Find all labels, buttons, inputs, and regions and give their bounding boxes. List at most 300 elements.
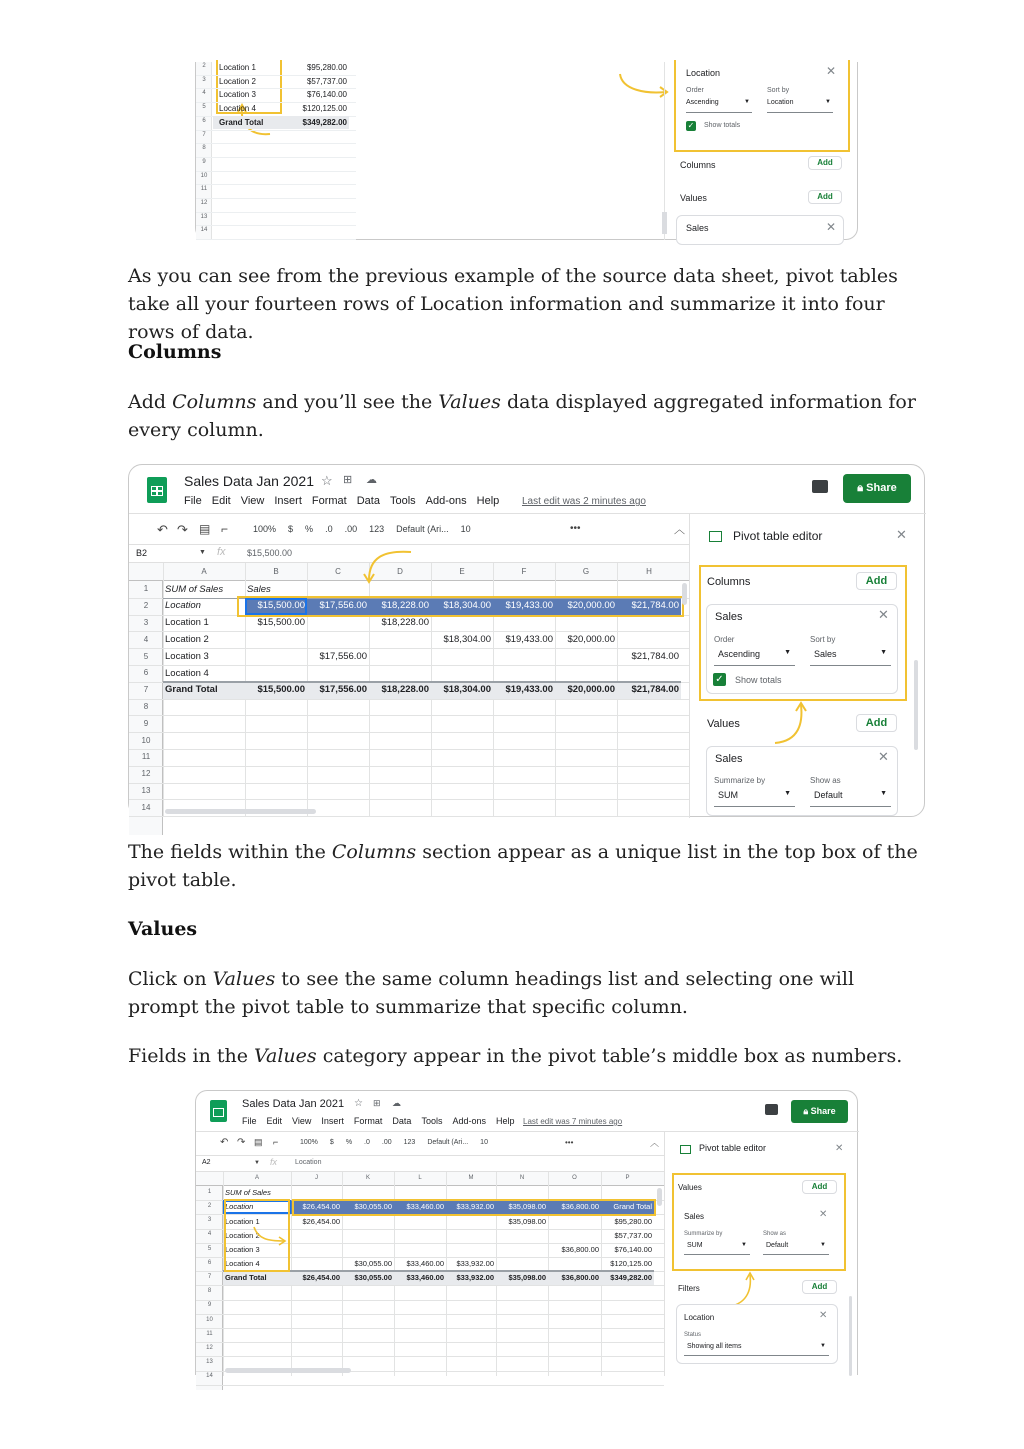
toolbar-item[interactable]: .00 [381,1139,392,1146]
menu-item-view[interactable]: View [292,1116,312,1126]
column-header[interactable]: O [572,1174,577,1181]
print-icon[interactable]: ▤ [199,522,211,536]
row-divider [196,1356,664,1357]
row-divider [196,143,356,144]
column-header[interactable]: N [519,1174,525,1181]
value-cell[interactable]: $20,000.00 [567,600,615,612]
row-number: 12 [200,200,208,206]
value-cell[interactable]: $120,125.00 [610,1259,652,1269]
toolbar-item[interactable]: % [345,1139,353,1146]
row-divider [129,732,689,733]
row-number[interactable]: 9 [143,718,149,728]
sales-label: Sales [686,223,709,233]
paragraph-pivot-summary: As you can see from the previous example of the source data sheet, pivot tables take all your fourteen rows of Location information and summarize it into four rows of data. [128,265,898,343]
close-icon[interactable]: ✕ [819,1310,828,1321]
toolbar-item[interactable]: 100% [300,1139,318,1146]
curved-arrow-icon [250,1225,290,1249]
row-number[interactable]: 14 [141,802,151,812]
value-cell[interactable]: $33,460.00 [406,1259,444,1269]
toolbar-item[interactable]: % [305,524,314,534]
toolbar-item[interactable]: $ [329,1139,334,1146]
row-divider [196,88,356,89]
row-number[interactable]: 11 [206,1330,213,1337]
row-number: 9 [202,158,206,165]
value-cell[interactable]: $18,304.00 [443,633,491,645]
row-number[interactable]: 9 [207,1302,212,1309]
filters-add-button[interactable]: Add [802,1280,837,1294]
row-divider [129,715,689,716]
value-cell[interactable]: $26,454.00 [302,1273,340,1283]
column-header[interactable]: C [335,566,341,576]
paint-format-icon[interactable]: ⌐ [273,1137,279,1147]
column-header[interactable]: J [315,1174,318,1181]
menu-item-view[interactable]: View [240,495,265,507]
row-divider [196,225,356,226]
row-value: $120,125.00 [302,104,347,114]
filters-label: Filters [678,1284,700,1293]
column-header[interactable]: G [582,566,590,576]
cloud-status-icon: ☁ [366,474,377,486]
row-value: $57,737.00 [306,76,347,86]
heading-columns: Columns [128,341,222,363]
row-number: 8 [202,145,206,152]
value-cell[interactable]: $35,098.00 [508,1273,546,1283]
comment-icon[interactable] [812,480,828,493]
value-cell[interactable]: $95,280.00 [614,1216,652,1226]
row-divider [196,75,356,76]
pivot-table-icon [709,531,722,542]
undo-icon[interactable]: ↶ [157,522,168,537]
row-number[interactable]: 2 [143,601,149,611]
row-number: 11 [200,186,208,193]
row-number: 13 [200,213,208,220]
values-add-button[interactable]: Add [802,1180,837,1194]
menu-item-tools[interactable]: Tools [389,495,416,507]
row-divider [196,157,356,158]
panel-title: Pivot table editor [733,529,823,543]
rows-field-label: Location [686,68,721,78]
values-label: Values [707,718,740,730]
row-label: Location 4 [219,104,256,114]
row-number[interactable]: 2 [207,1203,212,1210]
fx-icon: fx [217,546,226,558]
menu-item-data[interactable]: Data [392,1116,412,1126]
row-number[interactable]: 12 [206,1345,213,1352]
status-select[interactable]: Showing all items ▼ [684,1343,829,1356]
row-divider [129,799,689,800]
toolbar-item[interactable]: 10 [480,1139,488,1146]
value-cell[interactable]: $36,800.00 [561,1202,599,1212]
row-number[interactable]: 3 [207,1217,212,1224]
column-header[interactable]: F [521,566,527,576]
showas-select[interactable]: Default ▼ [810,790,891,807]
close-panel-icon[interactable]: ✕ [896,528,907,543]
spreadsheet-grid[interactable] [196,1172,664,1380]
values-label: Values [680,193,707,203]
value-cell[interactable]: $18,228.00 [381,600,429,612]
row-number: 6 [202,117,206,124]
show-totals-checkbox[interactable]: ✓ [713,673,726,686]
value-cell[interactable]: $57,737.00 [614,1230,652,1240]
columns-label: Columns [680,160,716,170]
row-label-cell[interactable]: Location 4 [225,1259,260,1269]
value-cell[interactable]: $18,304.00 [443,684,491,696]
row-label-cell[interactable]: SUM of Sales [225,1188,271,1198]
close-icon[interactable]: ✕ [826,64,837,78]
value-cell[interactable]: $33,460.00 [406,1202,444,1212]
value-cell[interactable]: $19,433.00 [505,600,553,612]
show-totals-label: Show totals [735,675,782,685]
toolbar-item[interactable]: Default (Ari... [427,1139,469,1146]
value-cell[interactable]: $15,500.00 [257,684,305,696]
row-number[interactable]: 7 [207,1274,212,1281]
value-cell[interactable]: $21,784.00 [631,684,679,696]
row-number[interactable]: 11 [141,752,151,762]
horizontal-scrollbar[interactable] [165,809,316,814]
close-icon[interactable]: ✕ [878,608,889,623]
summarize-label: Summarize by [714,776,766,785]
value-cell[interactable]: $15,500.00 [257,600,305,612]
heading-values: Values [128,918,198,940]
dropdown-icon[interactable]: ▼ [254,1160,260,1166]
row-label-cell[interactable]: Grand Total [225,1273,267,1283]
value-cell[interactable]: $18,304.00 [443,600,491,612]
paragraph-click-values: Click on Values to see the same column headings list and selecting one will prompt the pivot table to summarize that specific column. [128,968,855,1018]
dropdown-icon[interactable]: ▼ [199,549,206,556]
sortby-select[interactable]: Location ▼ [767,99,833,113]
menu-item-help[interactable]: Help [495,1116,515,1126]
row-label-cell[interactable]: SUM of Sales [165,583,224,595]
row-label-cell[interactable]: Location 3 [225,1244,260,1254]
vertical-scrollbar[interactable] [657,1188,662,1206]
status-label: Status [684,1332,702,1338]
fx-icon: fx [270,1157,278,1167]
paragraph-add-columns: Add Columns and you’ll see the Values data displayed aggregated information for every column. [128,391,916,441]
row-label: Location 1 [219,63,256,72]
order-select[interactable]: Ascending ▼ [714,649,795,666]
toolbar-item[interactable]: 10 [460,524,471,534]
summarize-label: Summarize by [684,1231,723,1237]
column-header[interactable]: P [625,1174,630,1181]
column-header[interactable]: A [201,566,207,576]
sortby-select[interactable]: Sales ▼ [810,649,891,666]
menu-item-tools[interactable]: Tools [421,1116,443,1126]
row-value: $349,282.00 [302,117,347,127]
doc-title[interactable]: Sales Data Jan 2021 [242,1098,345,1110]
row-divider [129,766,689,767]
row-number[interactable]: 1 [207,1188,212,1195]
row-value: $76,140.00 [306,90,347,100]
toolbar-item[interactable]: 123 [369,524,385,534]
columns-add-button[interactable]: Add [808,156,842,170]
show-totals-checkbox[interactable]: ✓ [687,121,695,130]
row-label: Grand Total [219,117,264,127]
row-divider [129,648,689,649]
value-cell[interactable]: $15,500.00 [257,617,305,629]
paragraph-values-numbers: Fields in the Values category appear in the pivot table’s middle box as numbers. [128,1045,903,1067]
row-divider [196,1342,664,1343]
sales-label: Sales [684,1212,705,1221]
row-number[interactable]: 7 [143,685,149,695]
star-icon[interactable]: ☆ [354,1098,363,1109]
value-cell[interactable]: $30,055.00 [354,1273,392,1283]
row-divider [129,699,689,700]
toolbar-item[interactable]: Default (Ari... [396,524,449,534]
column-header[interactable]: K [365,1174,370,1181]
cell-ref[interactable]: B2 [136,548,148,558]
horizontal-scrollbar[interactable] [225,1368,351,1373]
row-label-cell[interactable]: Location 1 [225,1216,260,1226]
value-cell[interactable]: $17,556.00 [319,600,367,612]
doc-title[interactable]: Sales Data Jan 2021 [184,473,314,489]
values-add-button[interactable]: Add [856,714,897,732]
value-cell[interactable]: $33,932.00 [456,1273,494,1283]
close-panel-icon[interactable]: ✕ [835,1143,844,1154]
values-label: Values [678,1183,702,1192]
sales-label: Sales [715,611,743,623]
row-divider [196,184,356,185]
value-cell[interactable]: $26,454.00 [302,1202,340,1212]
screenshot-pivot-rows [195,62,858,240]
column-header[interactable]: M [468,1174,474,1181]
cloud-status-icon: ☁ [392,1098,401,1108]
row-number[interactable]: 4 [207,1231,212,1238]
data-highlight-box [237,596,684,617]
row-number: 10 [200,172,208,179]
row-number[interactable]: 6 [143,668,149,678]
menu-item-data[interactable]: Data [356,495,380,507]
row-divider [129,665,689,666]
sheets-logo-icon [147,477,167,503]
more-icon[interactable]: ••• [570,523,581,534]
value-cell[interactable]: $33,460.00 [406,1273,444,1283]
value-cell[interactable]: $76,140.00 [614,1244,652,1254]
value-cell[interactable]: $36,800.00 [561,1273,599,1283]
value-cell[interactable]: $20,000.00 [567,684,615,696]
value-cell[interactable]: $21,784.00 [631,650,679,662]
undo-icon[interactable]: ↶ [220,1137,229,1148]
menu-item-edit[interactable]: Edit [266,1116,283,1126]
value-cell[interactable]: Grand Total [613,1202,652,1212]
menu-item-format[interactable]: Format [311,495,347,507]
menu-item-help[interactable]: Help [476,495,500,507]
sales-label: Sales [715,753,743,765]
move-folder-icon[interactable]: ⊞ [343,474,353,486]
order-select[interactable]: Ascending ▼ [686,99,752,113]
row-number[interactable]: 10 [141,735,151,745]
toolbar-item[interactable]: 100% [253,524,277,534]
screenshot-pivot-columns [128,464,925,817]
row-number: 4 [202,90,206,97]
paint-format-icon[interactable]: ⌐ [221,522,229,536]
row-number[interactable]: 6 [207,1259,212,1266]
value-cell[interactable]: $33,932.00 [456,1259,494,1269]
value-cell[interactable]: $26,454.00 [302,1216,340,1226]
menu-item-add-ons[interactable]: Add-ons [452,1116,486,1126]
value-cell[interactable]: $17,556.00 [319,684,367,696]
column-header[interactable]: E [459,566,465,576]
column-header[interactable]: B [273,566,279,576]
value-cell[interactable]: $19,433.00 [505,684,553,696]
row-divider [196,1314,664,1315]
comment-icon[interactable] [765,1104,778,1115]
row-number[interactable]: 4 [143,634,149,644]
vertical-scrollbar[interactable] [682,583,687,605]
panel-title: Pivot table editor [699,1143,767,1153]
row-divider [196,1300,664,1301]
value-cell[interactable]: $30,055.00 [354,1202,392,1212]
value-cell[interactable]: Sales [247,583,271,595]
menu-item-insert[interactable]: Insert [274,495,302,507]
show-totals-label: Show totals [704,122,741,129]
row-value: $95,280.00 [306,63,347,72]
row-number[interactable]: 13 [141,785,151,795]
column-header[interactable]: D [397,566,403,576]
formula-bar[interactable]: $15,500.00 [247,548,293,558]
row-number: 5 [202,104,206,111]
sortby-label: Sort by [767,87,790,94]
filter-location-label: Location [684,1313,715,1322]
row-label-cell[interactable]: Location 4 [165,667,209,679]
row-divider [196,212,356,213]
row-number[interactable]: 12 [141,769,151,779]
values-add-button[interactable]: Add [808,190,842,204]
row-divider [196,239,356,240]
redo-icon[interactable]: ↷ [237,1137,246,1148]
menu-item-file[interactable]: File [184,495,202,507]
row-divider [196,102,356,103]
menu-item-edit[interactable]: Edit [211,495,231,507]
row-label-cell[interactable]: Location 1 [165,617,209,629]
toolbar [253,524,483,534]
close-icon[interactable]: ✕ [826,220,837,234]
columns-add-button[interactable]: Add [856,572,897,590]
row-number[interactable]: 13 [206,1359,213,1366]
row-number[interactable]: 1 [143,584,149,594]
spreadsheet-grid[interactable] [129,563,689,817]
collapse-icon[interactable]: ︿ [650,1138,660,1148]
row-divider [196,1385,664,1386]
row-divider [129,783,689,784]
menu-item-insert[interactable]: Insert [321,1116,344,1126]
menu-bar [184,495,509,507]
summarize-select[interactable]: SUM ▼ [684,1242,750,1255]
order-label: Order [714,635,735,644]
row-label-cell[interactable]: Grand Total [165,684,218,696]
row-label: Location 3 [219,90,256,100]
value-cell[interactable]: $35,098.00 [508,1202,546,1212]
pivot-table-icon [680,1145,691,1154]
grand-total-border [163,681,681,683]
screenshot-pivot-values [195,1090,858,1380]
row-divider [196,171,356,172]
row-divider [129,816,689,817]
row-divider [196,1285,664,1286]
row-number[interactable]: 5 [143,651,149,661]
toolbar-item[interactable]: $ [288,524,294,534]
last-edit-link[interactable]: Last edit was 7 minutes ago [523,1117,623,1126]
share-button[interactable]: 🔒︎ Share [843,474,911,503]
data-highlight-box [292,1199,656,1216]
row-number[interactable]: 5 [207,1245,212,1252]
toolbar-item[interactable]: .00 [344,524,358,534]
row-number[interactable]: 8 [207,1288,212,1295]
columns-label: Columns [707,576,751,588]
toolbar-item[interactable]: .0 [325,524,333,534]
row-number[interactable]: 3 [143,617,149,627]
row-divider [129,749,689,750]
toolbar [300,1139,500,1146]
row-label-cell[interactable]: Location 2 [225,1230,260,1240]
print-icon[interactable]: ▤ [254,1137,263,1147]
row-number: 3 [202,76,206,83]
row-number: 7 [202,131,206,138]
move-folder-icon[interactable]: ⊞ [373,1098,381,1108]
value-cell[interactable]: $18,228.00 [381,684,429,696]
menu-item-format[interactable]: Format [353,1116,383,1126]
redo-icon[interactable]: ↷ [177,522,188,537]
value-cell[interactable]: $30,055.00 [354,1259,392,1269]
column-header[interactable]: L [418,1174,422,1181]
toolbar-item[interactable]: 123 [403,1139,416,1146]
value-cell[interactable]: $33,932.00 [456,1202,494,1212]
menu-item-add-ons[interactable]: Add-ons [425,495,467,507]
row-label-cell[interactable]: Location 3 [165,650,209,662]
row-divider [129,631,689,632]
close-icon[interactable]: ✕ [819,1209,828,1220]
value-cell[interactable]: $21,784.00 [631,600,679,612]
summarize-select[interactable]: SUM ▼ [714,790,795,807]
value-cell[interactable]: $19,433.00 [505,633,553,645]
showas-label: Show as [763,1231,787,1237]
column-header[interactable]: A [254,1174,259,1181]
sortby-label: Sort by [810,635,836,644]
collapse-icon[interactable]: ︿ [674,524,685,536]
showas-label: Show as [810,776,841,785]
value-cell[interactable]: $17,556.00 [319,650,367,662]
paragraph-columns-list: The fields within the Columns section appear as a unique list in the top box of the pivot table. [128,841,918,891]
more-icon[interactable]: ••• [565,1138,574,1147]
value-cell[interactable]: $349,282.00 [610,1273,652,1283]
value-cell[interactable]: $36,800.00 [561,1244,599,1254]
row-number[interactable]: 10 [206,1316,213,1323]
row-label-cell[interactable]: Location [165,600,201,612]
row-number[interactable]: 14 [206,1373,213,1380]
showas-select[interactable]: Default ▼ [763,1242,829,1255]
row-number: 2 [202,63,206,69]
order-label: Order [686,87,704,94]
row-number[interactable]: 8 [143,701,149,711]
row-divider [196,1328,664,1329]
value-cell[interactable]: $18,228.00 [381,617,429,629]
value-cell[interactable]: $20,000.00 [567,633,615,645]
row-divider [196,198,356,199]
row-number: 14 [200,227,208,234]
row-label-cell[interactable]: Location [225,1202,254,1212]
row-label-cell[interactable]: Location 2 [165,633,209,645]
cell-ref[interactable]: A2 [202,1159,211,1166]
close-icon[interactable]: ✕ [878,750,889,765]
formula-bar[interactable]: Location [295,1159,322,1166]
toolbar-item[interactable]: .0 [364,1139,370,1146]
column-header[interactable]: H [646,566,652,576]
value-cell[interactable]: $35,098.00 [508,1216,546,1226]
share-button[interactable]: 🔒︎ Share [791,1100,848,1123]
menu-item-file[interactable]: File [242,1116,257,1126]
star-icon[interactable]: ☆ [321,473,333,488]
last-edit-link[interactable]: Last edit was 2 minutes ago [522,496,646,507]
menu-bar [242,1116,525,1126]
